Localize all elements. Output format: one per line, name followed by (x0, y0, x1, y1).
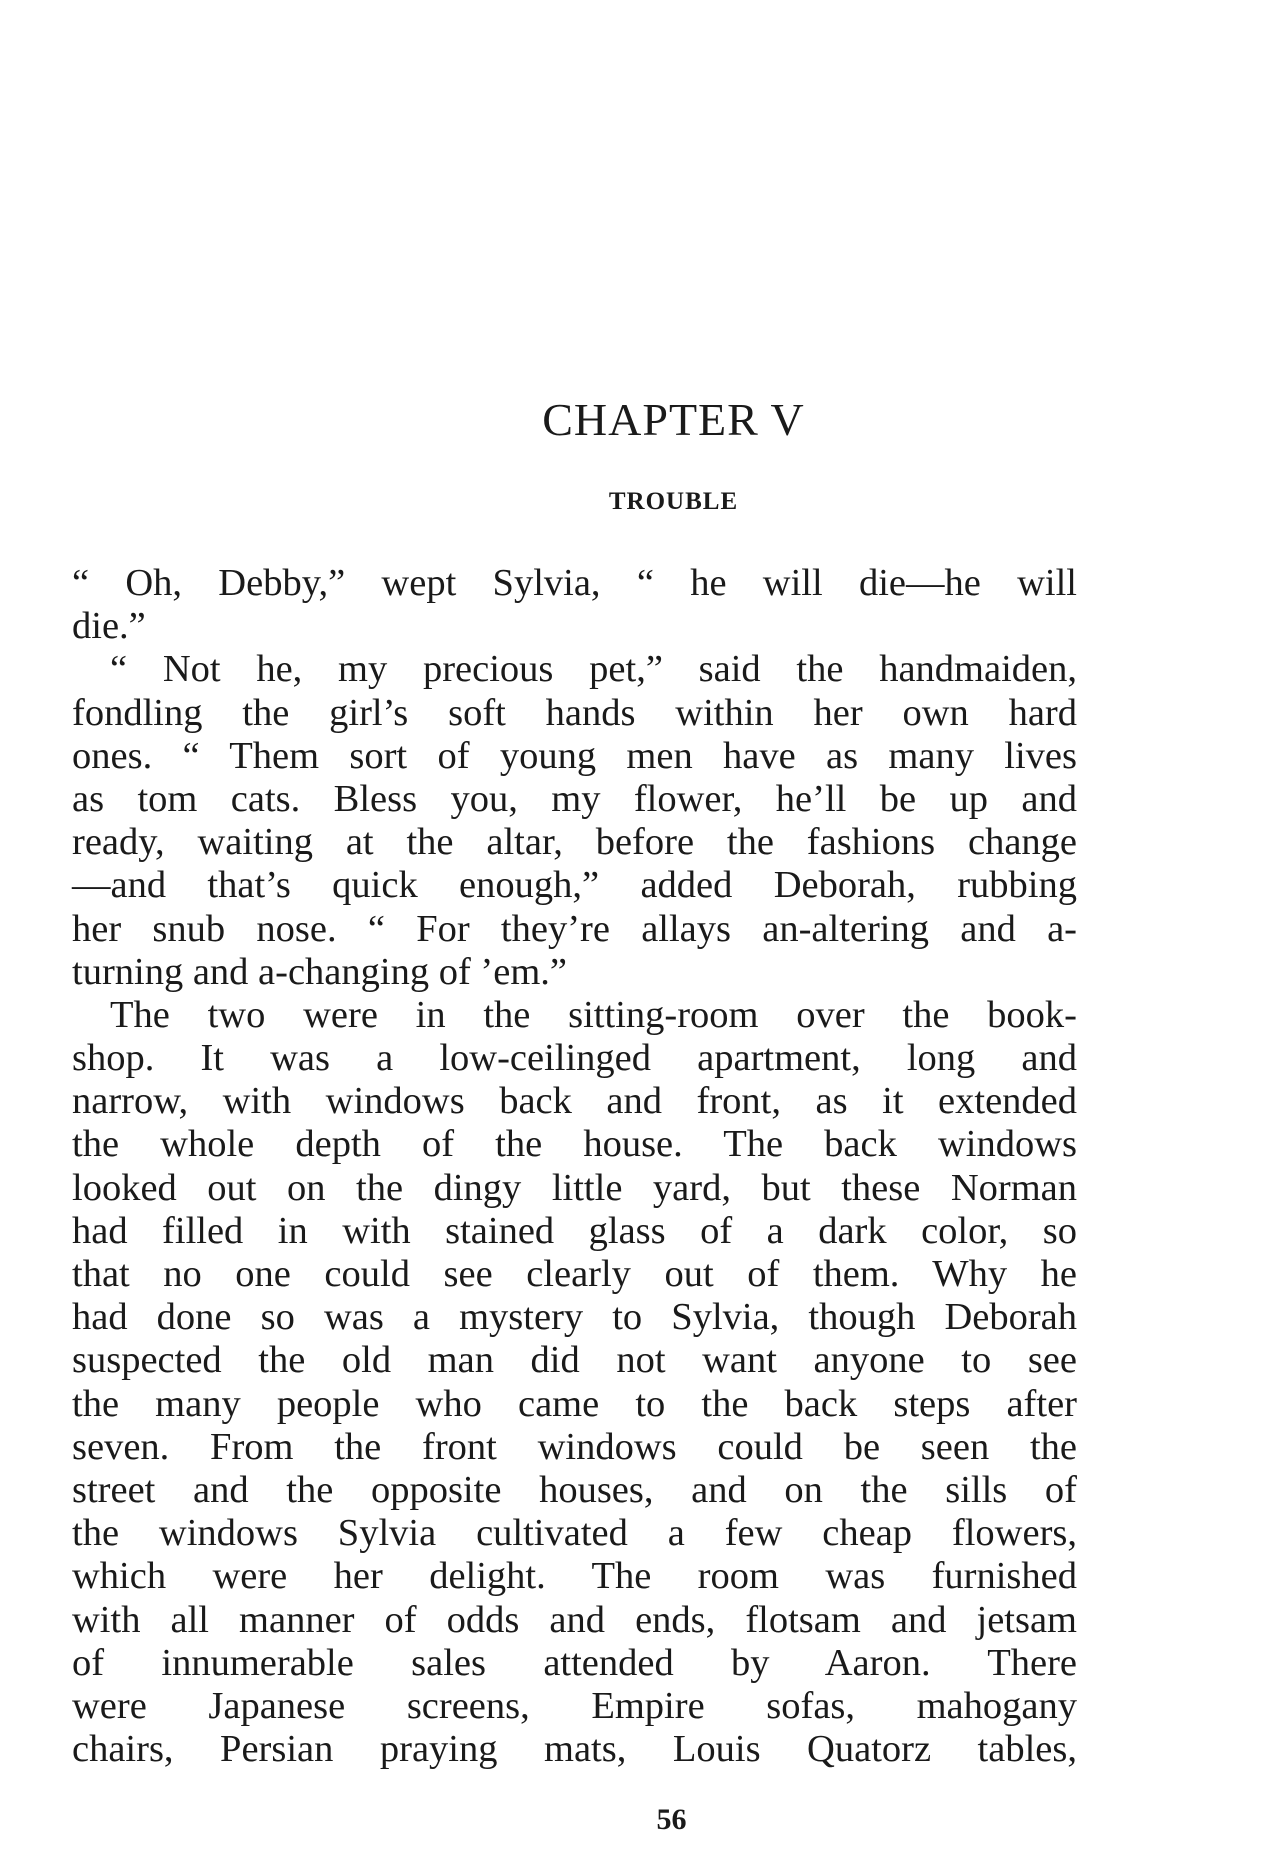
chapter-subtitle: TROUBLE (608, 488, 739, 515)
text-line: the whole depth of the house. The back windows (72, 1123, 1077, 1166)
text-line: had filled in with stained glass of a dark color, so (72, 1209, 1077, 1252)
text-line: looked out on the dingy little yard, but these Norman (72, 1166, 1077, 1209)
text-line: “ Oh, Debby,” wept Sylvia, “ he will die—he will (72, 562, 1077, 604)
text-line: die.” (72, 605, 146, 648)
text-line: The two were in the sitting-room over the book- (110, 993, 1077, 1036)
body-text (72, 562, 1077, 1771)
text-line: street and the opposite houses, and on the sills of (72, 1468, 1077, 1511)
text-line: —and that’s quick enough,” added Deborah, rubbing (72, 864, 1077, 907)
text-line: chairs, Persian praying mats, Louis Quatorz tables, (72, 1728, 1077, 1771)
text-line: “ Not he, my precious pet,” said the handmaiden, (110, 648, 1077, 691)
text-line: the windows Sylvia cultivated a few cheap flowers, (72, 1512, 1077, 1555)
text-line: fondling the girl’s soft hands within her own hard (72, 691, 1077, 734)
text-line: shop. It was a low-ceilinged apartment, long and (72, 1037, 1077, 1080)
text-line: ones. “ Them sort of young men have as many lives (72, 734, 1077, 777)
text-line: narrow, with windows back and front, as it extended (72, 1080, 1077, 1123)
chapter-title: CHAPTER V (542, 394, 805, 445)
page-number: 56 (656, 1803, 687, 1836)
text-line: were Japanese screens, Empire sofas, mahogany (72, 1684, 1077, 1727)
text-line: that no one could see clearly out of them. Why he (72, 1253, 1077, 1295)
text-line: turning and a-changing of ’em.” (72, 950, 567, 993)
text-line: seven. From the front windows could be seen the (72, 1425, 1077, 1468)
text-line: had done so was a mystery to Sylvia, though Deborah (72, 1296, 1077, 1339)
text-line: of innumerable sales attended by Aaron. There (72, 1641, 1077, 1684)
text-line: her snub nose. “ For they’re allays an-altering and a- (72, 907, 1077, 950)
text-line: ready, waiting at the altar, before the fashions change (72, 821, 1077, 864)
text-line: the many people who came to the back steps after (72, 1382, 1077, 1425)
text-line: with all manner of odds and ends, flotsam and jetsam (72, 1598, 1077, 1641)
text-line: which were her delight. The room was furnished (72, 1555, 1077, 1598)
text-line: as tom cats. Bless you, my flower, he’ll be up and (72, 777, 1077, 820)
text-line: suspected the old man did not want anyone to see (72, 1339, 1077, 1382)
